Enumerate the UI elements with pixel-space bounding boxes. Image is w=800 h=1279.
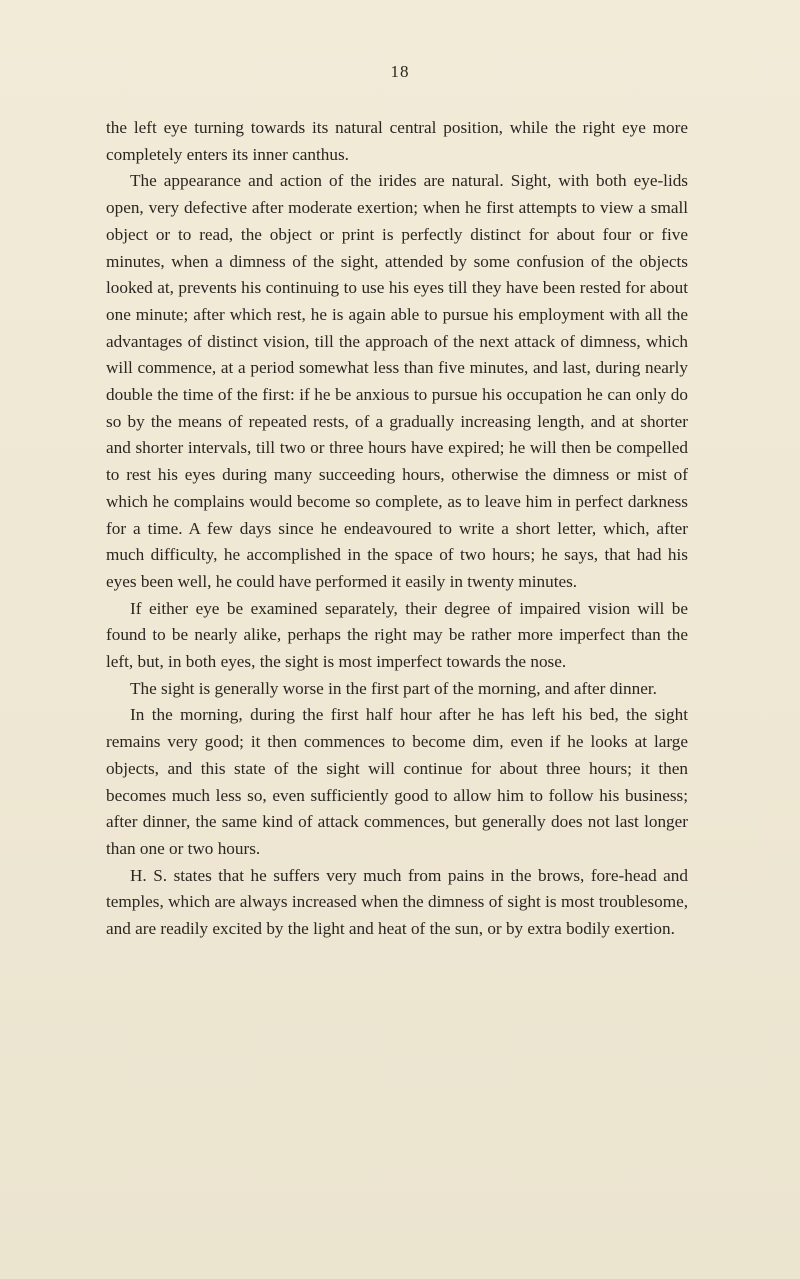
paragraph-irides: The appearance and action of the irides are natural. Sight, with both eye-lids open, very defective after moderate exertion; when he first attempts to view a small object or to read, the object or print is perfectly distinct for about four or five minutes, when a dimness of the sight, attended by some confusion of the objects looked at, prevents his continuing to use his eyes till they have been rested for about one minute; after which rest, he is again able to pursue his employment with all the advantages of distinct vision, till the approach of the next attack of dimness, which will commence, at a period somewhat less than five minutes, and last, during nearly double the time of the first: if he be anxious to pursue his occupation he can only do so by the means of repeated rests, of a gradually increasing length, and at shorter and shorter intervals, till two or three hours have expired; he will then be compelled to rest his eyes during many succeeding hours, otherwise the dimness or mist of which he complains would become so complete, as to leave him in perfect darkness for a time. A few days since he endeavoured to write a short letter, which, after much difficulty, he accomplished in the space of two hours; he says, that had his eyes been well, he could have performed it easily in twenty minutes.: [106, 171, 688, 591]
page-number: 18: [390, 62, 410, 81]
paragraph-continuation: the left eye turning towards its natural central position, while the right eye more completely enters its inner canthus.: [106, 118, 688, 164]
paragraph-morning-worse: The sight is generally worse in the first part of the morning, and after dinner.: [130, 678, 657, 698]
body-text: [106, 115, 688, 943]
paragraph-pains: H. S. states that he suffers very much from pains in the brows, fore-head and temples, which are always increased when the dimness of sight is most troublesome, and are readily excited by the light and heat of the sun, or by extra bodily exertion.: [106, 865, 688, 939]
paragraph-separate-eyes: If either eye be examined separately, their degree of impaired vision will be found to be nearly alike, perhaps the right may be rather more imperfect than the left, but, in both eyes, the sight is most imperfect towards the nose.: [106, 598, 688, 672]
paragraph-morning-detail: In the morning, during the first half hour after he has left his bed, the sight remains very good; it then commences to become dim, even if he looks at large objects, and this state of the sight will continue for about three hours; it then becomes much less so, even sufficiently good to allow him to follow his business; after dinner, the same kind of attack commences, but generally does not last longer than one or two hours.: [106, 705, 688, 858]
